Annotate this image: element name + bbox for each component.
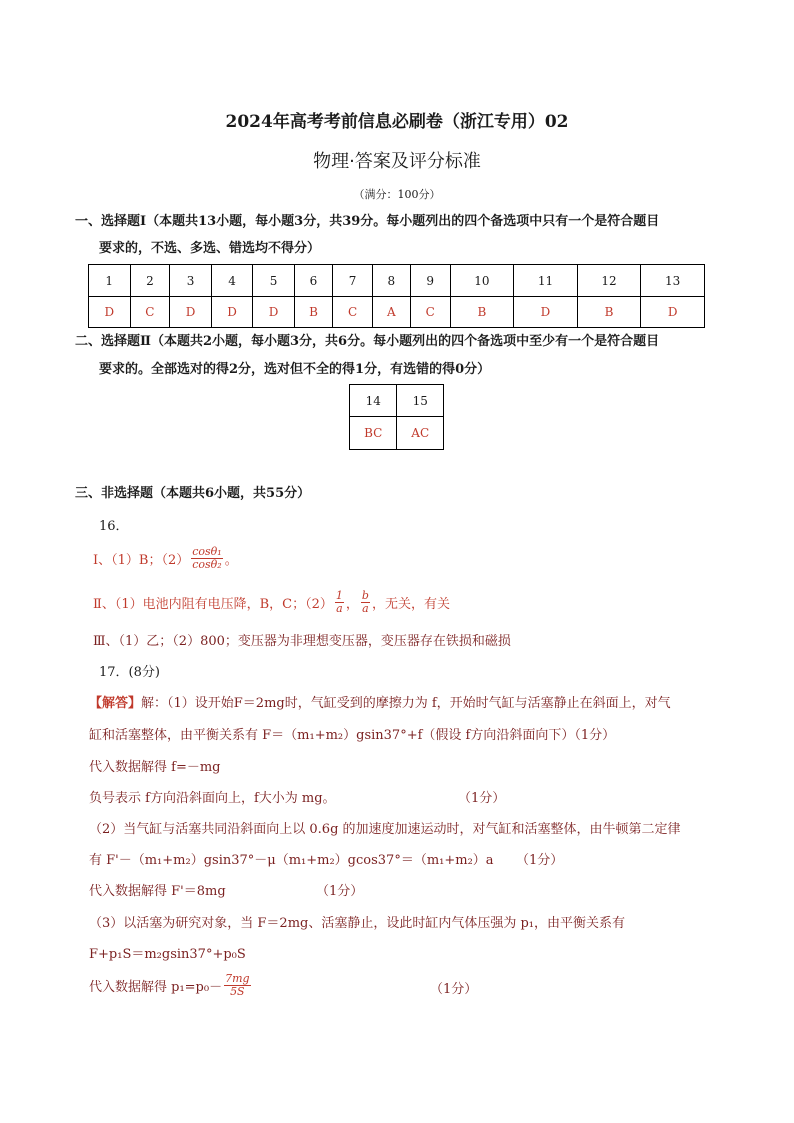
q17-line6-score: （1分） <box>516 853 564 868</box>
q16-part2-prefix: Ⅱ、（1）电池内阻有电压降，B，C；（2） <box>93 596 333 612</box>
q16-part1 <box>93 538 238 578</box>
q17-line1-text: 解：（1）设开始F＝2mg时，气缸受到的摩擦力为 f，开始时气缸与活塞静止在斜面上，对气 <box>141 696 671 711</box>
q17-line6: 有 F'－（m₁+m₂）gsin37°－μ（m₁+m₂）gcos37°＝（m₁+m₂）a <box>89 853 494 868</box>
q17-line9: F+p₁S＝m₂gsin37°+p₀S <box>89 947 246 962</box>
page-subtitle: 物理·答案及评分标准 <box>313 151 481 172</box>
table-cell: 7 <box>333 265 373 297</box>
answer-cell: B <box>294 297 332 328</box>
q17-line7-score: （1分） <box>316 884 364 899</box>
section2-number-row <box>350 385 444 417</box>
table-cell: 13 <box>641 265 705 297</box>
table-cell: 2 <box>130 265 170 297</box>
fraction-numerator: cosθ₁ <box>192 544 222 558</box>
fraction-denominator: a <box>336 601 343 615</box>
table-cell: 12 <box>577 265 641 297</box>
section2-heading-line1: 二、选择题Ⅱ（本题共2小题，每小题3分，共6分。每小题列出的四个备选项中至少有一个是符合题目 <box>75 334 660 349</box>
q16-part1-fraction <box>191 546 222 571</box>
q17-line7: 代入数据解得 F'＝8mg <box>89 884 226 899</box>
section1-answer-row <box>89 297 705 328</box>
answer-cell: BC <box>350 417 397 450</box>
q17-line5: （2）当气缸与活塞共同沿斜面向上以 0.6g 的加速度加速运动时，对气缸和活塞整体，由牛顿第二定律 <box>89 822 681 837</box>
table-cell: 5 <box>253 265 295 297</box>
q16-part2-fraction2 <box>361 590 370 615</box>
answer-cell: C <box>333 297 373 328</box>
q17-line10-prefix: 代入数据解得 p₁=p₀－ <box>89 979 223 995</box>
section1-heading-line1: 一、选择题Ⅰ（本题共13小题，每小题3分，共39分。每小题列出的四个备选项中只有一个是符合题目 <box>75 214 660 229</box>
answer-cell: B <box>577 297 641 328</box>
q17-line3: 代入数据解得 f=－mg <box>89 760 221 775</box>
table-cell: 10 <box>450 265 514 297</box>
table-cell: 11 <box>514 265 578 297</box>
table-cell: 15 <box>397 385 444 417</box>
answer-cell: D <box>253 297 295 328</box>
answer-cell: B <box>450 297 514 328</box>
q16-part1-suffix: 。 <box>224 552 238 568</box>
page-title: 2024年高考考前信息必刷卷（浙江专用）02 <box>225 112 569 132</box>
q17-number: 17．(8分) <box>99 665 160 680</box>
q17-line10-fraction <box>224 973 250 998</box>
q17-line8: （3）以活塞为研究对象，当 F＝2mg、活塞静止，设此时缸内气体压强为 p₁，由平衡关系有 <box>89 916 626 931</box>
section1-answer-table <box>88 264 705 328</box>
answer-cell: D <box>514 297 578 328</box>
answer-cell: C <box>410 297 450 328</box>
fraction-denominator: cosθ₂ <box>192 557 222 571</box>
answer-cell: C <box>130 297 170 328</box>
q16-part2-separator: ， <box>345 596 359 612</box>
q16-part1-prefix: Ⅰ、（1）B；（2） <box>93 552 190 568</box>
q16-part3: Ⅲ、（1）乙；（2）800；变压器为非理想变压器，变压器存在铁损和磁损 <box>93 634 511 649</box>
q17-line10-score: （1分） <box>430 982 478 997</box>
full-score: （满分：100分） <box>353 188 441 201</box>
answer-cell: A <box>372 297 410 328</box>
fraction-numerator: 1 <box>335 588 343 602</box>
fraction-numerator: 7mg <box>225 971 250 985</box>
table-cell: 14 <box>350 385 397 417</box>
fraction-denominator: 5S <box>230 984 245 998</box>
table-cell: 4 <box>211 265 253 297</box>
q17-line10 <box>89 966 253 1004</box>
answer-cell: D <box>641 297 705 328</box>
section2-answer-table <box>349 384 444 450</box>
q17-line4-score: （1分） <box>458 791 506 806</box>
q17-line4: 负号表示 f方向沿斜面向上，f大小为 mg。 <box>89 791 336 806</box>
table-cell: 3 <box>170 265 212 297</box>
section2-heading-line2: 要求的。全部选对的得2分，选对但不全的得1分，有选错的得0分） <box>99 362 491 377</box>
fraction-numerator: b <box>361 588 369 602</box>
section1-heading-line2: 要求的，不选、多选、错选均不得分） <box>99 241 321 256</box>
answer-cell: D <box>170 297 212 328</box>
answer-cell: AC <box>397 417 444 450</box>
q16-part2 <box>93 584 450 620</box>
q16-number: 16． <box>99 519 129 534</box>
answer-tag: 【解答】 <box>89 696 142 711</box>
q16-part2-suffix: ，无关，有关 <box>371 596 450 612</box>
section1-number-row <box>89 265 705 297</box>
table-cell: 1 <box>89 265 131 297</box>
fraction-denominator: a <box>362 601 369 615</box>
q17-line2: 缸和活塞整体，由平衡关系有 F＝（m₁+m₂）gsin37°+f（假设 f方向沿斜面向下）（1分） <box>89 728 616 743</box>
table-cell: 9 <box>410 265 450 297</box>
table-cell: 8 <box>372 265 410 297</box>
answer-cell: D <box>89 297 131 328</box>
section3-heading: 三、非选择题（本题共6小题，共55分） <box>75 486 311 501</box>
answer-cell: D <box>211 297 253 328</box>
q17-line1 <box>89 692 671 711</box>
q16-part2-fraction1 <box>335 590 344 615</box>
section2-answer-row <box>350 417 444 450</box>
table-cell: 6 <box>294 265 332 297</box>
